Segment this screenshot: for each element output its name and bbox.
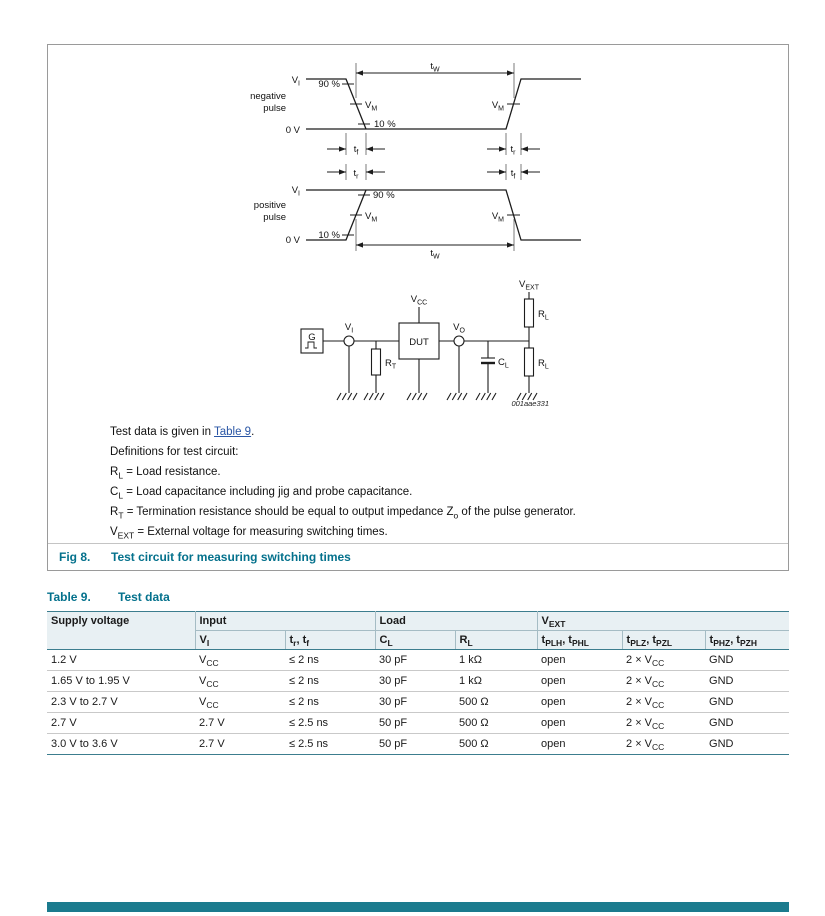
figure-8-diagram bbox=[48, 45, 788, 417]
figure-8-box bbox=[47, 44, 789, 571]
table-row bbox=[47, 713, 789, 734]
positive-pulse-label-2: pulse bbox=[263, 212, 286, 223]
ground-icon bbox=[364, 393, 384, 400]
zero-v-label-negative: 0 V bbox=[285, 125, 300, 136]
table-name: Test data bbox=[118, 590, 170, 604]
col-tplh-tphl: $t_{PLH}$, $t_{PHL}$ bbox=[537, 631, 622, 650]
rt-resistor bbox=[372, 349, 381, 375]
test-data-note bbox=[110, 422, 576, 442]
cell-tphz-tpzh: GND bbox=[705, 734, 789, 755]
footer-bar bbox=[47, 902, 789, 912]
dut-label: DUT bbox=[409, 337, 429, 348]
ground-icon bbox=[447, 393, 467, 400]
table-group-header-row bbox=[47, 612, 789, 631]
cell-vi: $V_{CC}$ bbox=[195, 650, 285, 671]
table-9-link[interactable]: Table 9 bbox=[214, 426, 252, 438]
cell-tr-tf: ≤ 2.5 ns bbox=[285, 734, 375, 755]
vext-label: $V_{EXT}$ bbox=[519, 279, 539, 292]
tw-label-positive: $t_W$ bbox=[430, 248, 440, 261]
p90-label-negative: 90 % bbox=[318, 79, 340, 90]
cell-cl: 50 pF bbox=[375, 734, 455, 755]
tr-label-negative: $t_r$ bbox=[510, 144, 516, 157]
cell-tr-tf: ≤ 2.5 ns bbox=[285, 713, 375, 734]
table-row bbox=[47, 671, 789, 692]
cell-tplh-tphl: open bbox=[537, 734, 622, 755]
ground-icon bbox=[476, 393, 496, 400]
rl-resistor-bottom bbox=[525, 348, 534, 376]
vo-node-label: $V_O$ bbox=[453, 322, 465, 335]
cell-cl: 30 pF bbox=[375, 692, 455, 713]
negative-pulse-label-1: negative bbox=[250, 91, 286, 102]
note-prefix: Test data is given in bbox=[110, 426, 214, 438]
cell-tr-tf: ≤ 2 ns bbox=[285, 650, 375, 671]
cell-vi: $V_{CC}$ bbox=[195, 671, 285, 692]
rl-bottom-label: $R_L$ bbox=[538, 358, 549, 371]
cell-vi: $V_{CC}$ bbox=[195, 692, 285, 713]
tw-label-negative: $t_W$ bbox=[430, 61, 440, 74]
cell-tplz-tpzl: $2 \times V_{CC}$ bbox=[622, 734, 705, 755]
tf-label-positive: $t_f$ bbox=[510, 168, 516, 181]
tf-label-negative: $t_f$ bbox=[353, 144, 359, 157]
p10-label-positive: 10 % bbox=[318, 230, 340, 241]
definition-rl: $R_L$ = Load resistance. bbox=[110, 466, 221, 481]
test-data-table bbox=[47, 611, 789, 755]
col-rl: $R_L$ bbox=[455, 631, 537, 650]
table-row bbox=[47, 650, 789, 671]
rt-label: $R_T$ bbox=[385, 358, 397, 371]
cell-rl: 500 Ω bbox=[455, 734, 537, 755]
cell-supply: 2.3 V to 2.7 V bbox=[47, 692, 195, 713]
ground-icon bbox=[407, 393, 427, 400]
note-suffix: . bbox=[251, 426, 255, 438]
negative-pulse-waveform bbox=[306, 79, 581, 129]
definition-cl: $C_L$ = Load capacitance including jig and probe capacitance. bbox=[110, 486, 413, 501]
cell-tphz-tpzh: GND bbox=[705, 671, 789, 692]
cell-tplz-tpzl: $2 \times V_{CC}$ bbox=[622, 650, 705, 671]
col-cl: $C_L$ bbox=[375, 631, 455, 650]
cell-tphz-tpzh: GND bbox=[705, 713, 789, 734]
vo-probe-node bbox=[454, 336, 464, 346]
vm-label-negative-left: $V_M$ bbox=[365, 100, 378, 113]
col-supply-voltage: Supply voltage bbox=[47, 612, 195, 650]
positive-pulse-waveform bbox=[306, 190, 581, 240]
tr-label-positive: $t_r$ bbox=[353, 168, 359, 181]
table-row bbox=[47, 734, 789, 755]
figure-number: Fig 8. bbox=[59, 550, 91, 564]
cell-tplh-tphl: open bbox=[537, 713, 622, 734]
test-circuit bbox=[301, 279, 549, 408]
definition-rt: $R_T$ = Termination resistance should be equal to output impedance $Z_o$ of the pulse generator. bbox=[110, 506, 576, 521]
p10-label-negative: 10 % bbox=[374, 119, 396, 130]
cell-tplz-tpzl: $2 \times V_{CC}$ bbox=[622, 671, 705, 692]
figure-notes bbox=[110, 422, 576, 542]
vcc-label: $V_{CC}$ bbox=[410, 294, 428, 307]
col-group-load: Load bbox=[375, 612, 537, 631]
vi-probe-node bbox=[344, 336, 354, 346]
cell-tplz-tpzl: $2 \times V_{CC}$ bbox=[622, 713, 705, 734]
cell-rl: 500 Ω bbox=[455, 713, 537, 734]
cell-tphz-tpzh: GND bbox=[705, 650, 789, 671]
cell-cl: 30 pF bbox=[375, 650, 455, 671]
zero-v-label-positive: 0 V bbox=[285, 235, 300, 246]
tw-measure-positive bbox=[356, 219, 514, 251]
cell-supply: 3.0 V to 3.6 V bbox=[47, 734, 195, 755]
definitions-heading: Definitions for test circuit: bbox=[110, 446, 239, 458]
cell-tphz-tpzh: GND bbox=[705, 692, 789, 713]
p90-label-positive: 90 % bbox=[373, 190, 395, 201]
vm-label-negative-right: $V_M$ bbox=[491, 100, 504, 113]
cell-tplh-tphl: open bbox=[537, 650, 622, 671]
figure-title: Test circuit for measuring switching times bbox=[111, 550, 351, 564]
figure-id: 001aae331 bbox=[511, 399, 549, 408]
positive-pulse-label-1: positive bbox=[253, 200, 286, 211]
cell-supply: 1.65 V to 1.95 V bbox=[47, 671, 195, 692]
cell-tplz-tpzl: $2 \times V_{CC}$ bbox=[622, 692, 705, 713]
definition-vext: $V_{EXT}$ = External voltage for measuring switching times. bbox=[110, 526, 388, 541]
cell-rl: 500 Ω bbox=[455, 692, 537, 713]
vm-label-positive-left: $V_M$ bbox=[365, 211, 378, 224]
figure-caption bbox=[48, 543, 788, 570]
col-vi: $V_I$ bbox=[195, 631, 285, 650]
ground-icon bbox=[337, 393, 357, 400]
vi-axis-label-negative: $V_I$ bbox=[291, 75, 300, 88]
negative-pulse-label-2: pulse bbox=[263, 103, 286, 114]
col-tplz-tpzl: $t_{PLZ}$, $t_{PZL}$ bbox=[622, 631, 705, 650]
col-tphz-tpzh: $t_{PHZ}$, $t_{PZH}$ bbox=[705, 631, 789, 650]
cell-rl: 1 kΩ bbox=[455, 671, 537, 692]
cell-tr-tf: ≤ 2 ns bbox=[285, 671, 375, 692]
table-title bbox=[47, 590, 170, 604]
col-group-vext: $V_{EXT}$ bbox=[537, 612, 789, 631]
cell-tplh-tphl: open bbox=[537, 692, 622, 713]
cell-cl: 50 pF bbox=[375, 713, 455, 734]
table-row bbox=[47, 692, 789, 713]
cell-supply: 2.7 V bbox=[47, 713, 195, 734]
rl-resistor-top bbox=[525, 299, 534, 327]
col-tr-tf: $t_r$, $t_f$ bbox=[285, 631, 375, 650]
table-number: Table 9. bbox=[47, 590, 91, 604]
col-group-input: Input bbox=[195, 612, 375, 631]
vi-node-label: $V_I$ bbox=[344, 322, 354, 335]
cell-tr-tf: ≤ 2 ns bbox=[285, 692, 375, 713]
cell-supply: 1.2 V bbox=[47, 650, 195, 671]
vm-label-positive-right: $V_M$ bbox=[491, 211, 504, 224]
cell-vi: 2.7 V bbox=[195, 713, 285, 734]
cell-vi: 2.7 V bbox=[195, 734, 285, 755]
generator-label: G bbox=[308, 332, 316, 343]
rl-top-label: $R_L$ bbox=[538, 309, 549, 322]
cell-rl: 1 kΩ bbox=[455, 650, 537, 671]
vi-axis-label-positive: $V_I$ bbox=[291, 185, 300, 198]
cell-cl: 30 pF bbox=[375, 671, 455, 692]
cell-tplh-tphl: open bbox=[537, 671, 622, 692]
cl-label: $C_L$ bbox=[498, 357, 509, 370]
